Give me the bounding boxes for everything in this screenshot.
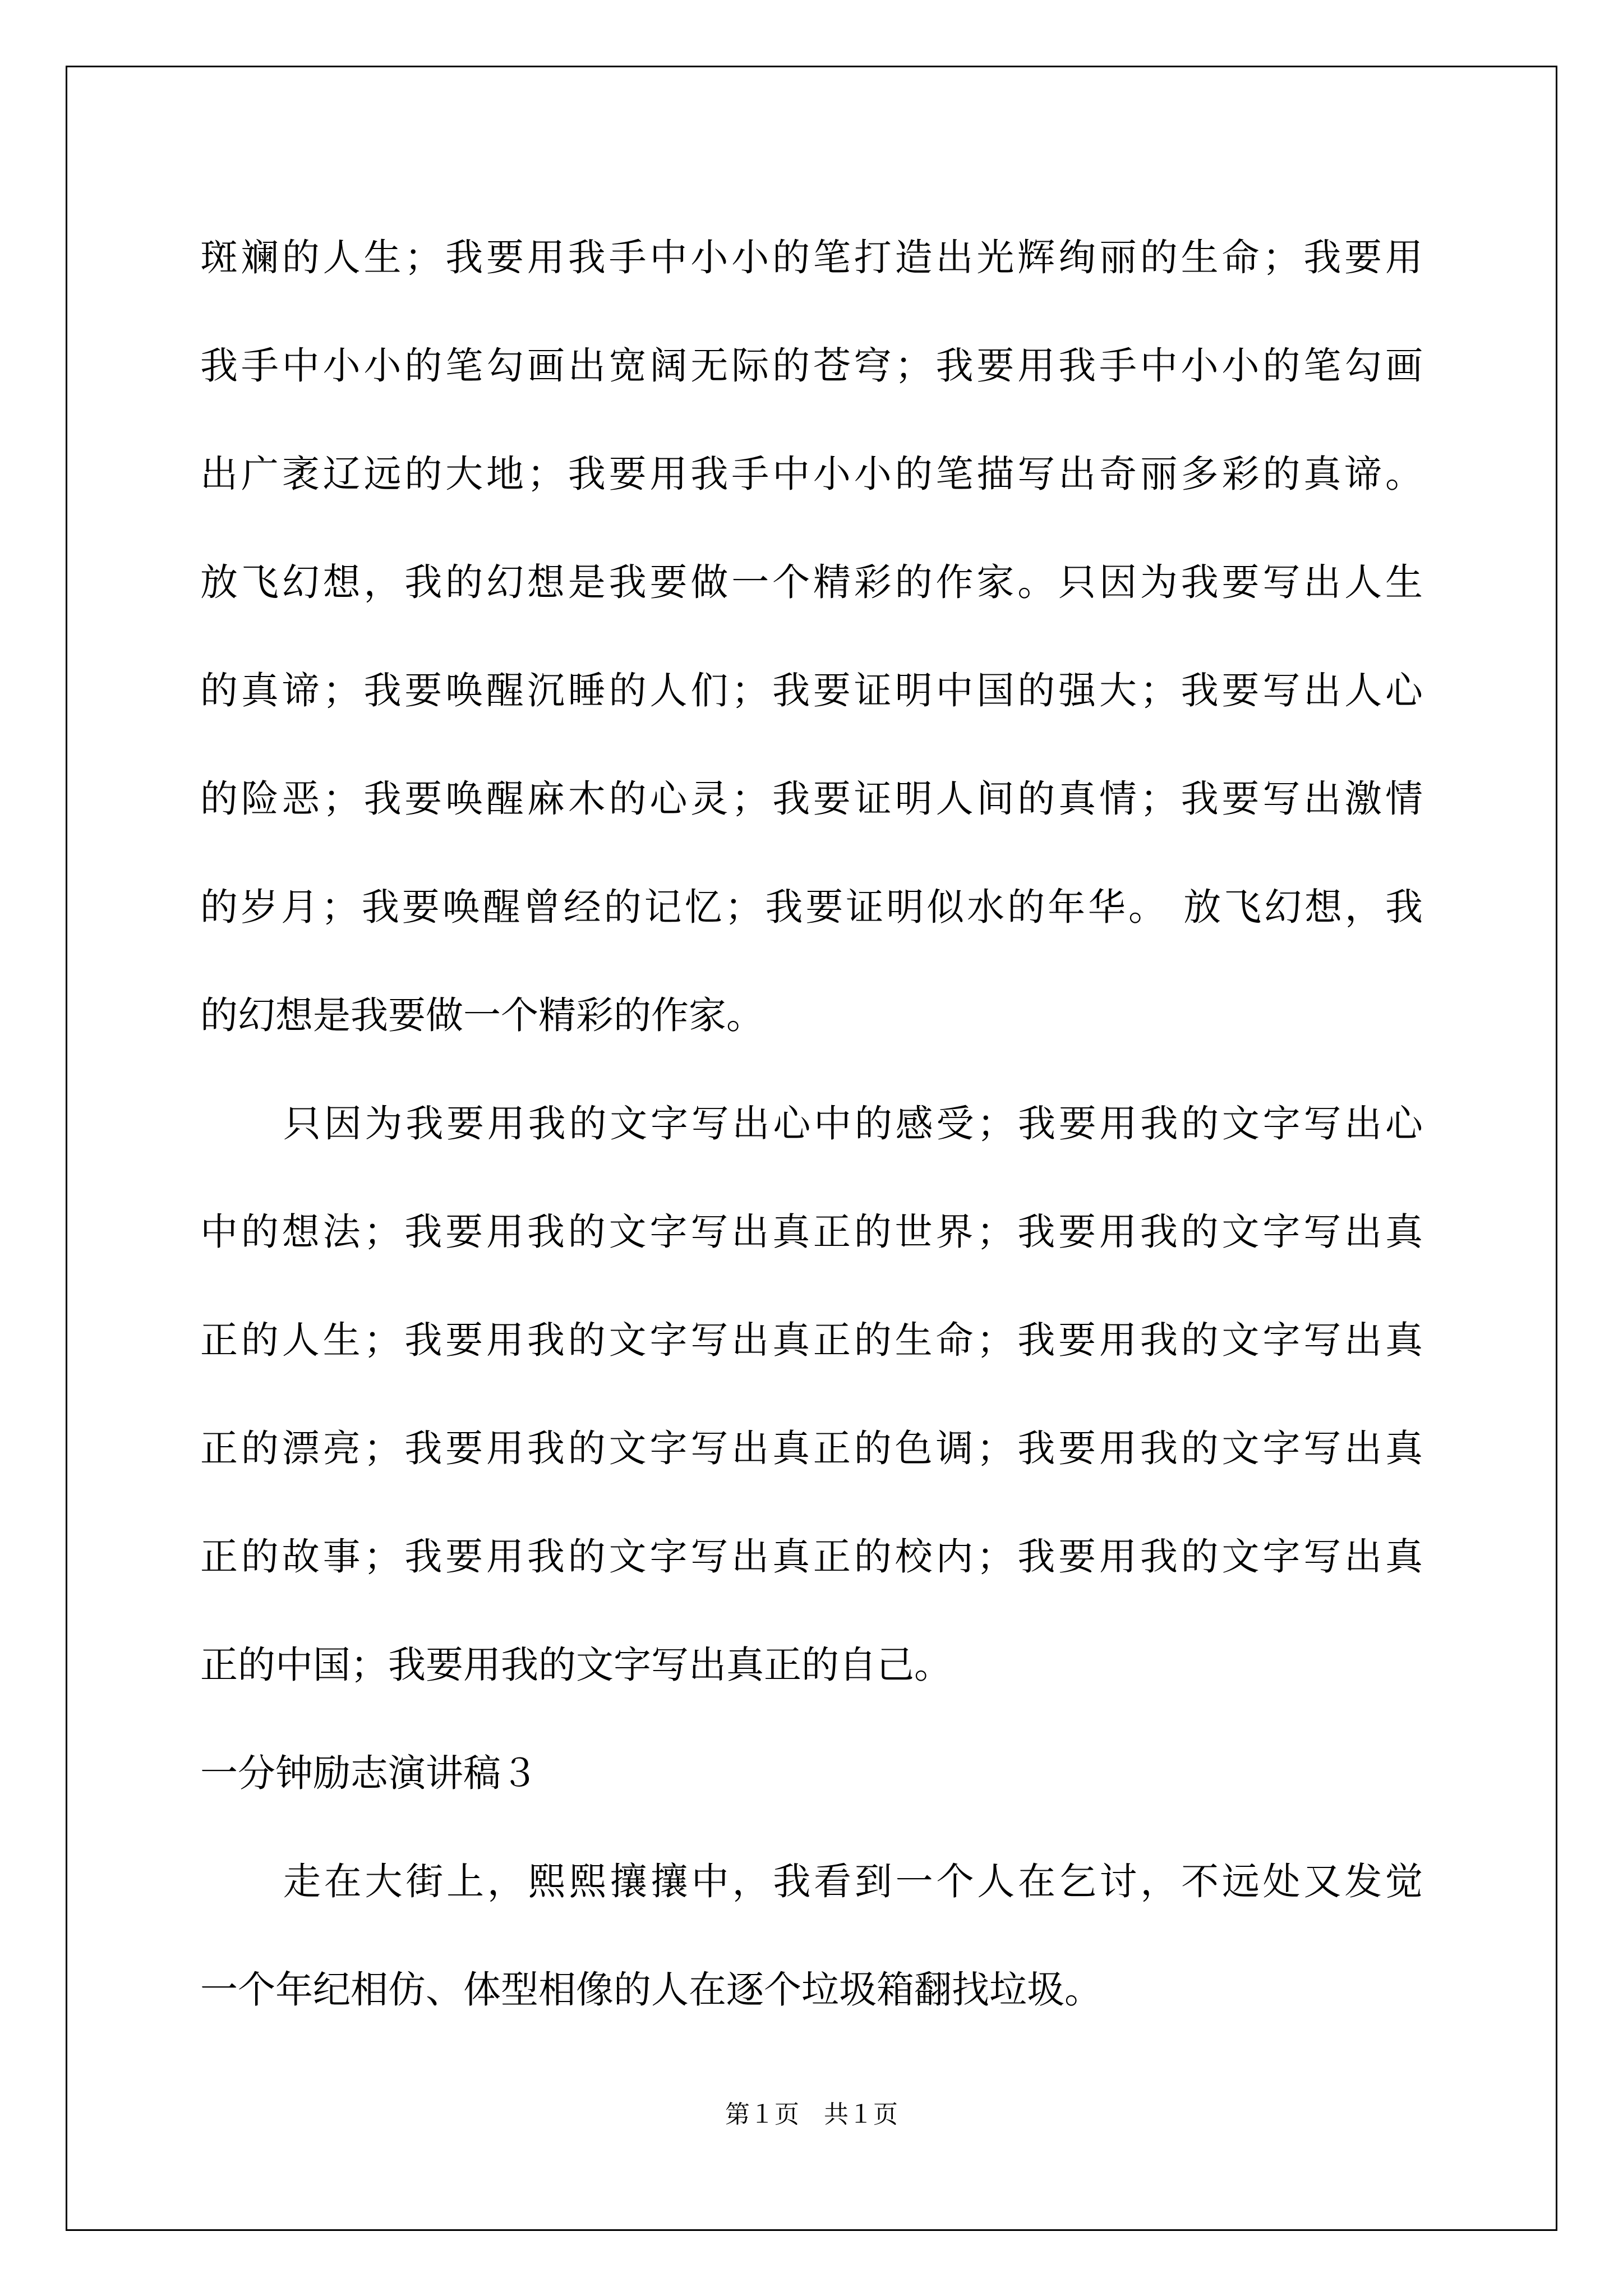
text-line: 正的人生；我要用我的文字写出真正的生命；我要用我的文字写出真 <box>200 1318 1423 1362</box>
text-line: 一分钟励志演讲稿３ <box>200 1751 538 1795</box>
text-line: 放飞幻想，我的幻想是我要做一个精彩的作家。只因为我要写出人生 <box>200 560 1423 604</box>
text-line: 正的中国；我要用我的文字写出真正的自己。 <box>200 1643 952 1687</box>
text-line: 的幻想是我要做一个精彩的作家。 <box>200 993 764 1037</box>
text-line: 的险恶；我要唤醒麻木的心灵；我要证明人间的真情；我要写出激情 <box>200 777 1423 821</box>
text-line: 一个年纪相仿、体型相像的人在逐个垃圾箱翻找垃圾。 <box>200 1968 1102 2012</box>
text-line: 斑斓的人生；我要用我手中小小的笔打造出光辉绚丽的生命；我要用 <box>200 236 1423 279</box>
text-line: 的真谛；我要唤醒沉睡的人们；我要证明中国的强大；我要写出人心 <box>200 669 1423 712</box>
text-line: 的岁月；我要唤醒曾经的记忆；我要证明似水的年华。 放飞幻想，我 <box>200 885 1423 929</box>
text-line: 正的故事；我要用我的文字写出真正的校内；我要用我的文字写出真 <box>200 1535 1423 1579</box>
page-footer: 第１页 共１页 <box>725 2100 898 2129</box>
document-body <box>200 204 1423 2044</box>
text-line: 出广袤辽远的大地；我要用我手中小小的笔描写出奇丽多彩的真谛。 <box>200 452 1423 496</box>
text-line: 走在大街上，熙熙攘攘中，我看到一个人在乞讨，不远处又发觉 <box>283 1860 1423 1903</box>
text-line: 中的想法；我要用我的文字写出真正的世界；我要用我的文字写出真 <box>200 1210 1423 1254</box>
text-line: 正的漂亮；我要用我的文字写出真正的色调；我要用我的文字写出真 <box>200 1427 1423 1470</box>
text-line: 我手中小小的笔勾画出宽阔无际的苍穹；我要用我手中小小的笔勾画 <box>200 344 1423 388</box>
text-line: 只因为我要用我的文字写出心中的感受；我要用我的文字写出心 <box>283 1102 1423 1145</box>
